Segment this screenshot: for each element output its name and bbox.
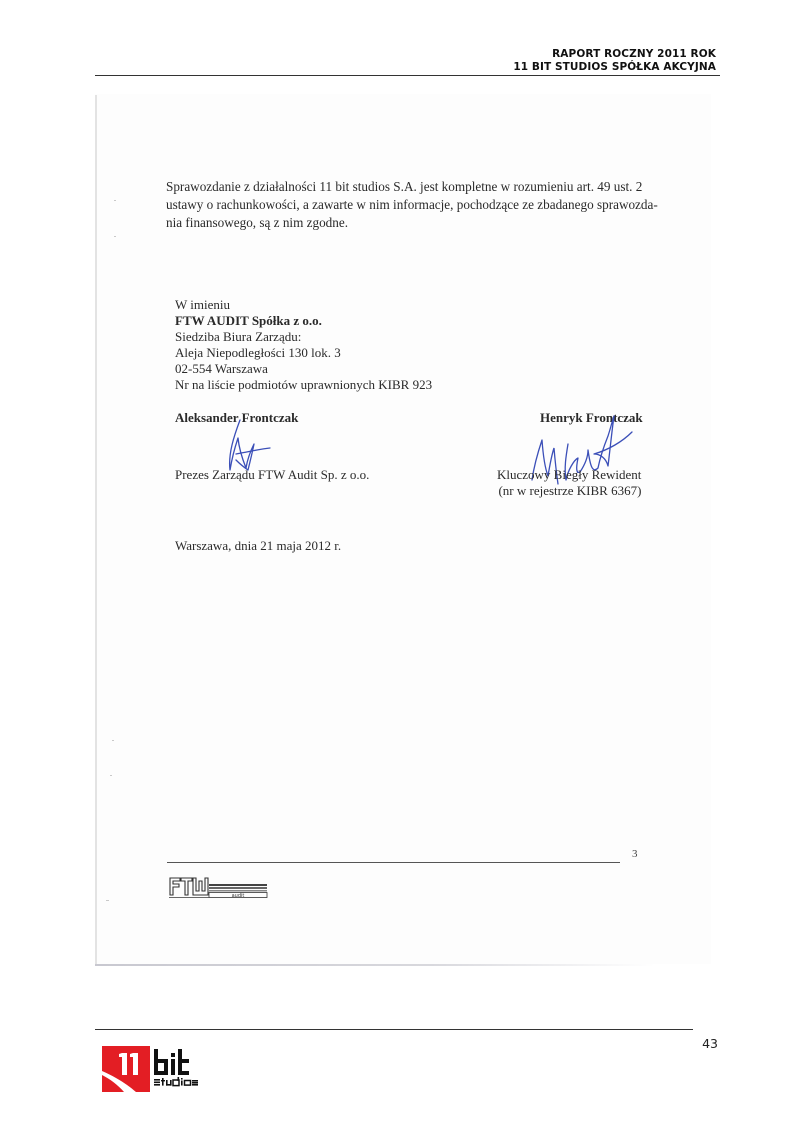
inner-page-number: 3 xyxy=(632,848,638,860)
signatory-name-right: Henryk Frontczak xyxy=(540,410,643,425)
audit-firm-name: FTW AUDIT Spółka z o.o. xyxy=(175,313,322,328)
role-title: Kluczowy Biegły Rewident xyxy=(497,467,642,482)
auditor-block xyxy=(175,297,432,393)
office-city: 02-554 Warszawa xyxy=(175,361,268,376)
kibr-registry: Nr na liście podmiotów uprawnionych KIBR 923 xyxy=(175,377,433,392)
scan-speck xyxy=(106,900,109,901)
scan-bottom-edge xyxy=(95,964,655,966)
report-title: RAPORT ROCZNY 2011 ROK xyxy=(552,48,716,60)
company-name: 11 BIT STUDIOS SPÓŁKA AKCYJNA xyxy=(513,61,716,73)
header-divider xyxy=(95,75,720,76)
scan-speck xyxy=(114,200,116,201)
scan-speck xyxy=(110,775,112,776)
page-header xyxy=(513,48,716,74)
signatory-role-right xyxy=(497,467,641,499)
statement-paragraph xyxy=(166,178,658,232)
ftw-logo-subtitle: audit xyxy=(231,893,245,899)
page-number: 43 xyxy=(702,1036,718,1051)
signatory-name-left: Aleksander Frontczak xyxy=(175,410,299,425)
paragraph-line: ustawy o rachunkowości, a zawarte w nim informacje, pochodzące ze zbadanego sprawozda- xyxy=(166,197,658,212)
ftw-audit-logo-icon xyxy=(168,875,270,899)
footer-divider xyxy=(95,1029,693,1030)
office-street: Aleja Niepodległości 130 lok. 3 xyxy=(175,345,341,360)
paragraph-line: nia finansowego, są z nim zgodne. xyxy=(166,215,349,230)
scan-speck xyxy=(112,740,114,741)
paragraph-line: Sprawozdanie z działalności 11 bit studios S.A. jest kompletne w rozumieniu art. 49 ust. 2 xyxy=(166,179,643,194)
signatory-role-left: Prezes Zarządu FTW Audit Sp. z o.o. xyxy=(175,467,370,482)
registry-number: (nr w rejestrze KIBR 6367) xyxy=(498,483,642,498)
scan-speck xyxy=(114,236,116,237)
scan-left-edge xyxy=(95,95,97,965)
inner-footer-divider xyxy=(167,862,620,863)
11bit-studios-logo-icon xyxy=(102,1043,220,1093)
on-behalf-label: W imieniu xyxy=(175,297,231,312)
place-date: Warszawa, dnia 21 maja 2012 r. xyxy=(175,538,342,553)
office-label: Siedziba Biura Zarządu: xyxy=(175,329,302,344)
